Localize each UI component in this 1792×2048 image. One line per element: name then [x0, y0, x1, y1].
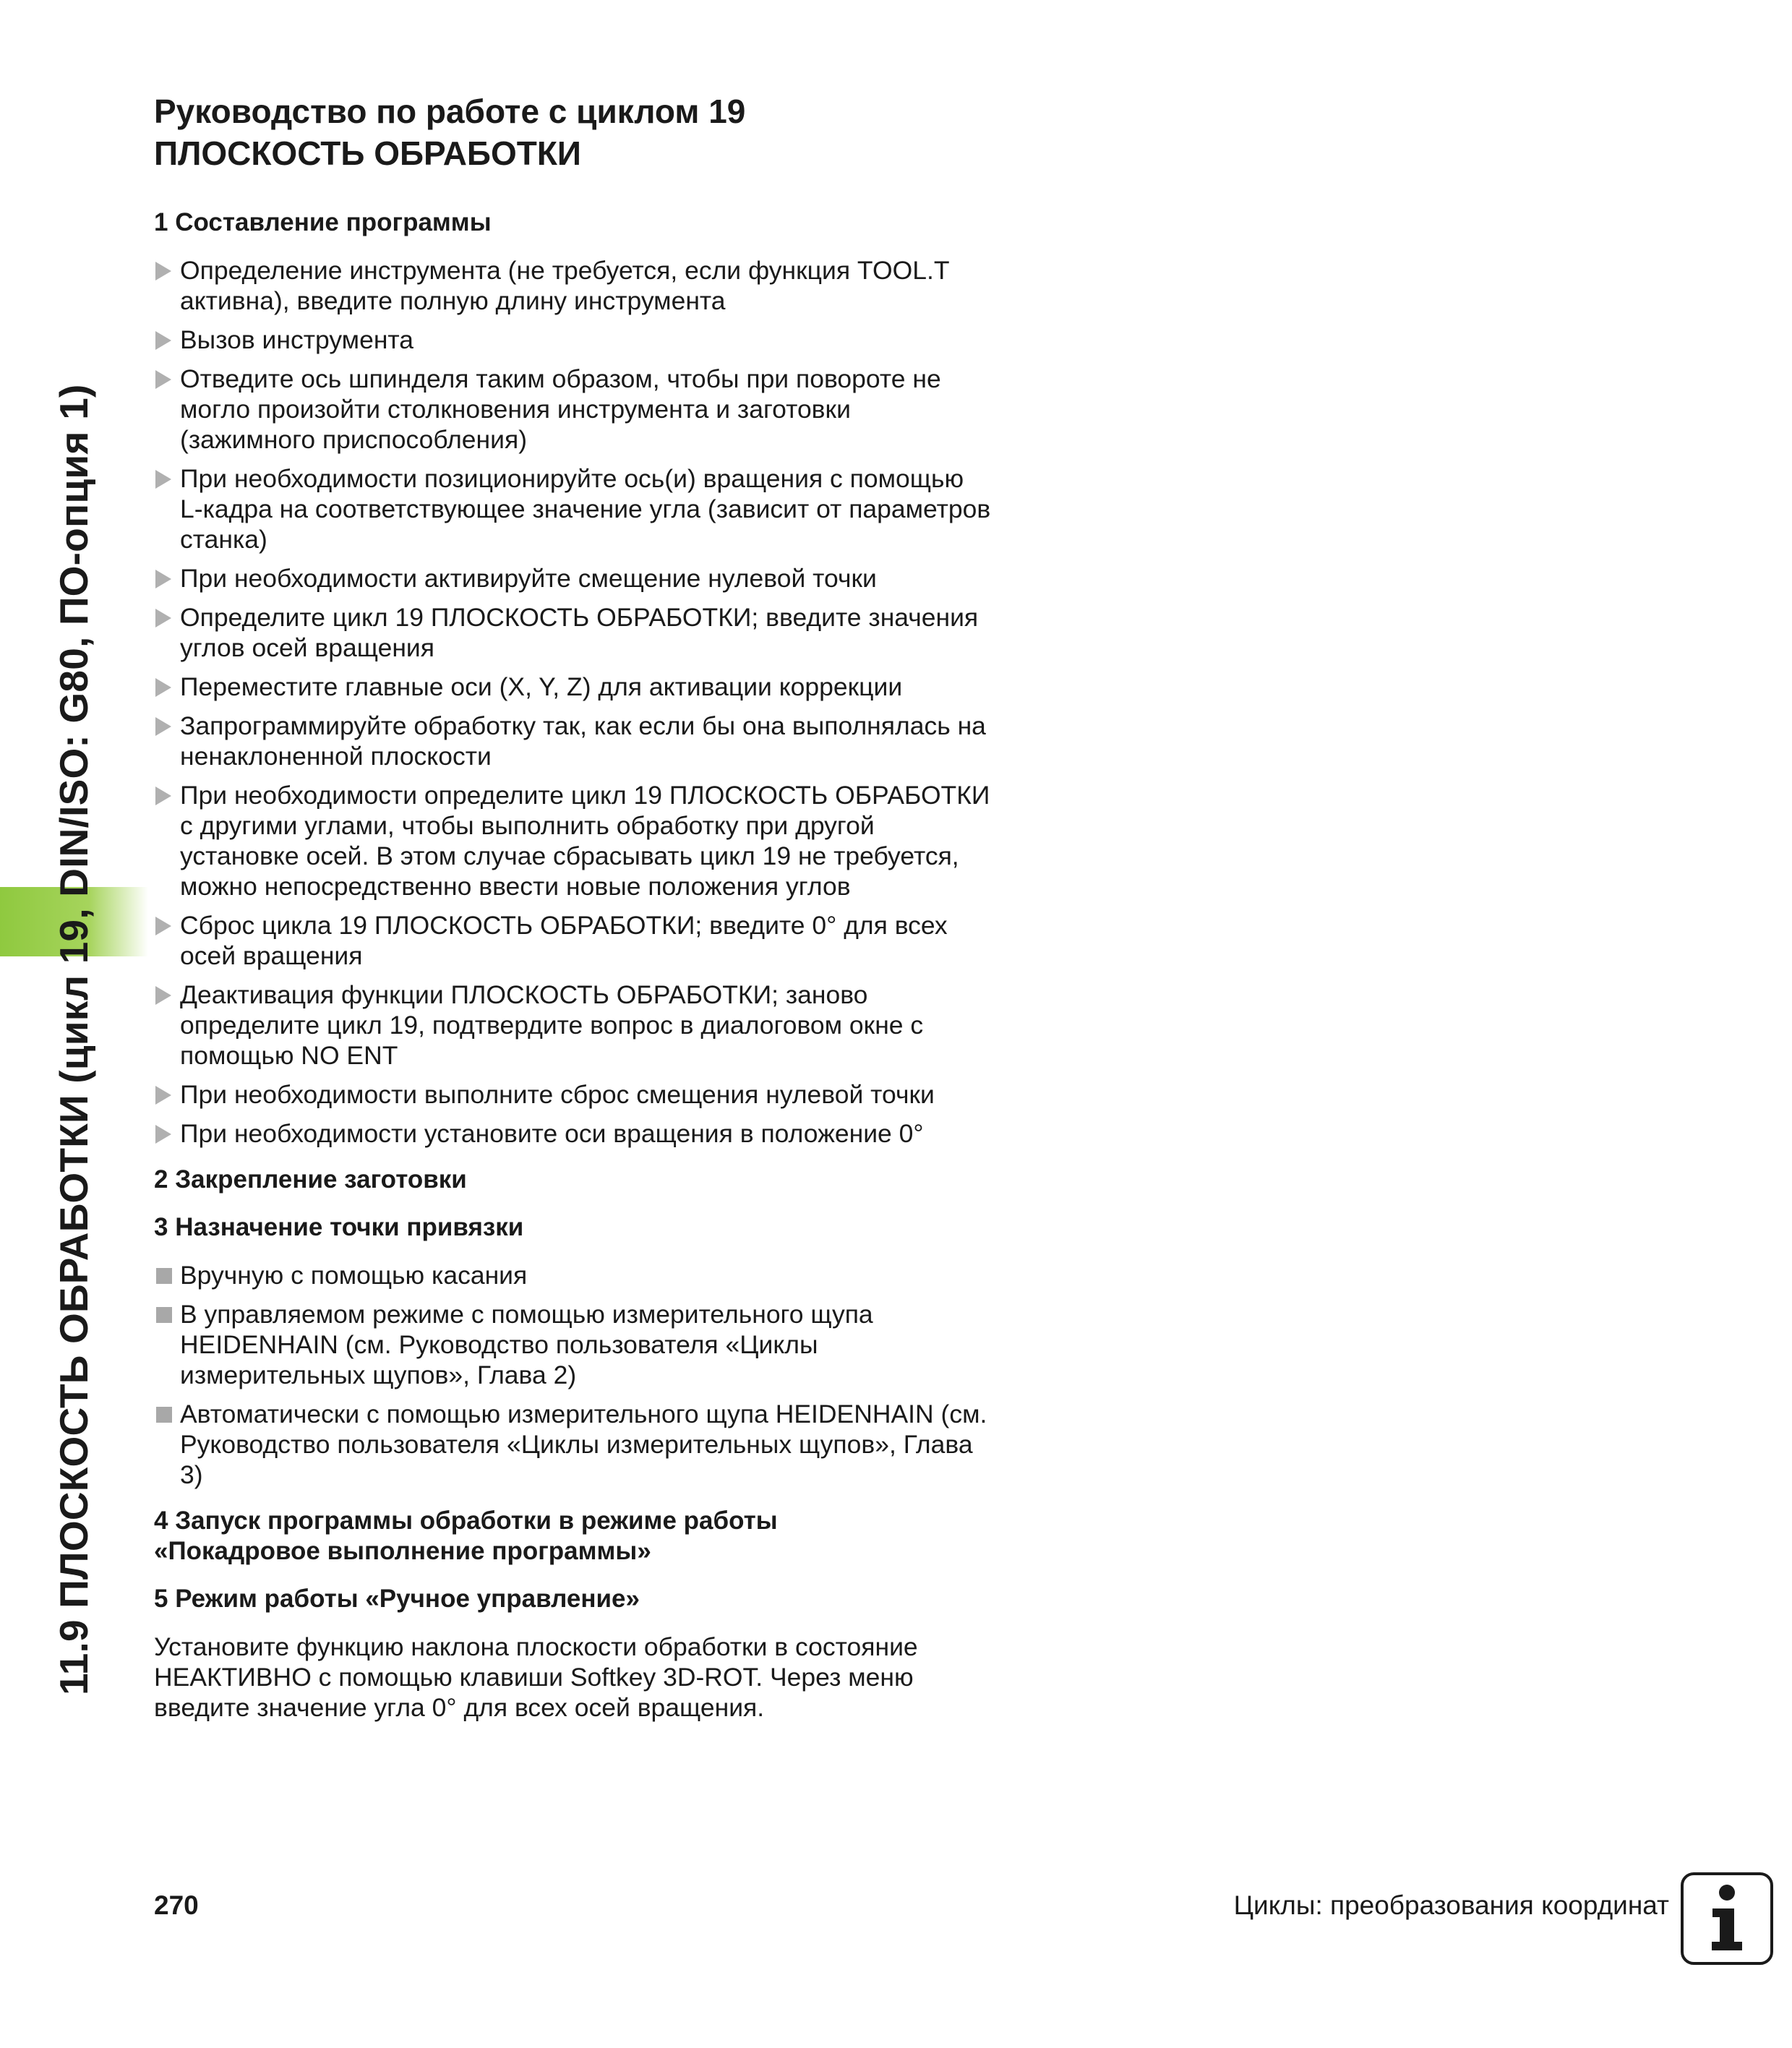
list-item: При необходимости позиционируйте ось(и) вращения с помощью L-кадра на соответствующее значение угла (зависит от параметров станка)	[154, 463, 993, 554]
section-heading-4: 4 Запуск программы обработки в режиме работы «Покадровое выполнение программы»	[154, 1507, 778, 1565]
triangle-bullet-icon	[155, 678, 171, 697]
main-content	[154, 90, 993, 1723]
programming-steps-list	[154, 255, 993, 1149]
list-item: Определите цикл 19 ПЛОСКОСТЬ ОБРАБОТКИ; введите значения углов осей вращения	[154, 602, 993, 663]
triangle-bullet-icon	[155, 609, 171, 627]
triangle-bullet-icon	[155, 917, 171, 935]
triangle-bullet-icon	[155, 570, 171, 588]
square-bullet-icon	[156, 1268, 172, 1284]
chapter-footer-title: Циклы: преобразования координат	[1233, 1890, 1669, 1920]
list-item: При необходимости активируйте смещение нулевой точки	[154, 563, 993, 594]
info-i-icon	[1681, 1872, 1773, 1965]
triangle-bullet-icon	[155, 262, 171, 280]
list-item: При необходимости определите цикл 19 ПЛОСКОСТЬ ОБРАБОТКИ с другими углами, чтобы выполнить обработку при другой установке осей. В этом случае сбрасывать цикл 19 не требуется, можно непосредственно ввести новые положения углов	[154, 780, 993, 901]
page-title-line2: ПЛОСКОСТЬ ОБРАБОТКИ	[154, 134, 581, 172]
triangle-bullet-icon	[155, 331, 171, 350]
page-title-line1: Руководство по работе с циклом 19	[154, 93, 746, 130]
list-item: Определение инструмента (не требуется, если функция TOOL.T активна), введите полную длину инструмента	[154, 255, 993, 316]
page-title	[154, 90, 993, 174]
list-item: Переместите главные оси (X, Y, Z) для активации коррекции	[154, 672, 993, 702]
section-heading-1: 1 Составление программы	[154, 208, 492, 236]
triangle-bullet-icon	[155, 787, 171, 805]
page-number: 270	[154, 1890, 199, 1920]
triangle-bullet-icon	[155, 717, 171, 736]
section-heading-3: 3 Назначение точки привязки	[154, 1213, 524, 1241]
list-item: Автоматически с помощью измерительного щупа HEIDENHAIN (см. Руководство пользователя «Циклы измерительных щупов», Глава 3)	[154, 1399, 993, 1490]
list-item: При необходимости установите оси вращения в положение 0°	[154, 1118, 993, 1149]
square-bullet-icon	[156, 1407, 172, 1423]
section-side-title: 11.9 ПЛОСКОСТЬ ОБРАБОТКИ (цикл 19, DIN/ISO: G80, ПО-опция 1)	[51, 384, 96, 1695]
list-item: Вызов инструмента	[154, 325, 993, 355]
list-item: В управляемом режиме с помощью измерительного щупа HEIDENHAIN (см. Руководство пользователя «Циклы измерительных щупов», Глава 2)	[154, 1299, 993, 1390]
triangle-bullet-icon	[155, 370, 171, 389]
closing-paragraph: Установите функцию наклона плоскости обработки в состояние НЕАКТИВНО с помощью клавиши Softkey 3D-ROT. Через меню введите значение угла 0° для всех осей вращения.	[154, 1632, 918, 1722]
list-item: Отведите ось шпинделя таким образом, чтобы при повороте не могло произойти столкновения инструмента и заготовки (зажимного приспособления)	[154, 364, 993, 455]
triangle-bullet-icon	[155, 470, 171, 489]
datum-options-list	[154, 1260, 993, 1490]
section-heading-2: 2 Закрепление заготовки	[154, 1165, 467, 1194]
info-glyph	[1694, 1882, 1759, 1955]
triangle-bullet-icon	[155, 1086, 171, 1105]
list-item: Деактивация функции ПЛОСКОСТЬ ОБРАБОТКИ; заново определите цикл 19, подтвердите вопрос в диалоговом окне с помощью NO ENT	[154, 980, 993, 1071]
list-item: Запрограммируйте обработку так, как если бы она выполнялась на ненаклоненной плоскости	[154, 711, 993, 771]
list-item: Сброс цикла 19 ПЛОСКОСТЬ ОБРАБОТКИ; введите 0° для всех осей вращения	[154, 910, 993, 971]
list-item: При необходимости выполните сброс смещения нулевой точки	[154, 1079, 993, 1110]
triangle-bullet-icon	[155, 986, 171, 1005]
list-item: Вручную с помощью касания	[154, 1260, 993, 1290]
triangle-bullet-icon	[155, 1125, 171, 1144]
square-bullet-icon	[156, 1307, 172, 1323]
section-heading-5: 5 Режим работы «Ручное управление»	[154, 1585, 640, 1613]
